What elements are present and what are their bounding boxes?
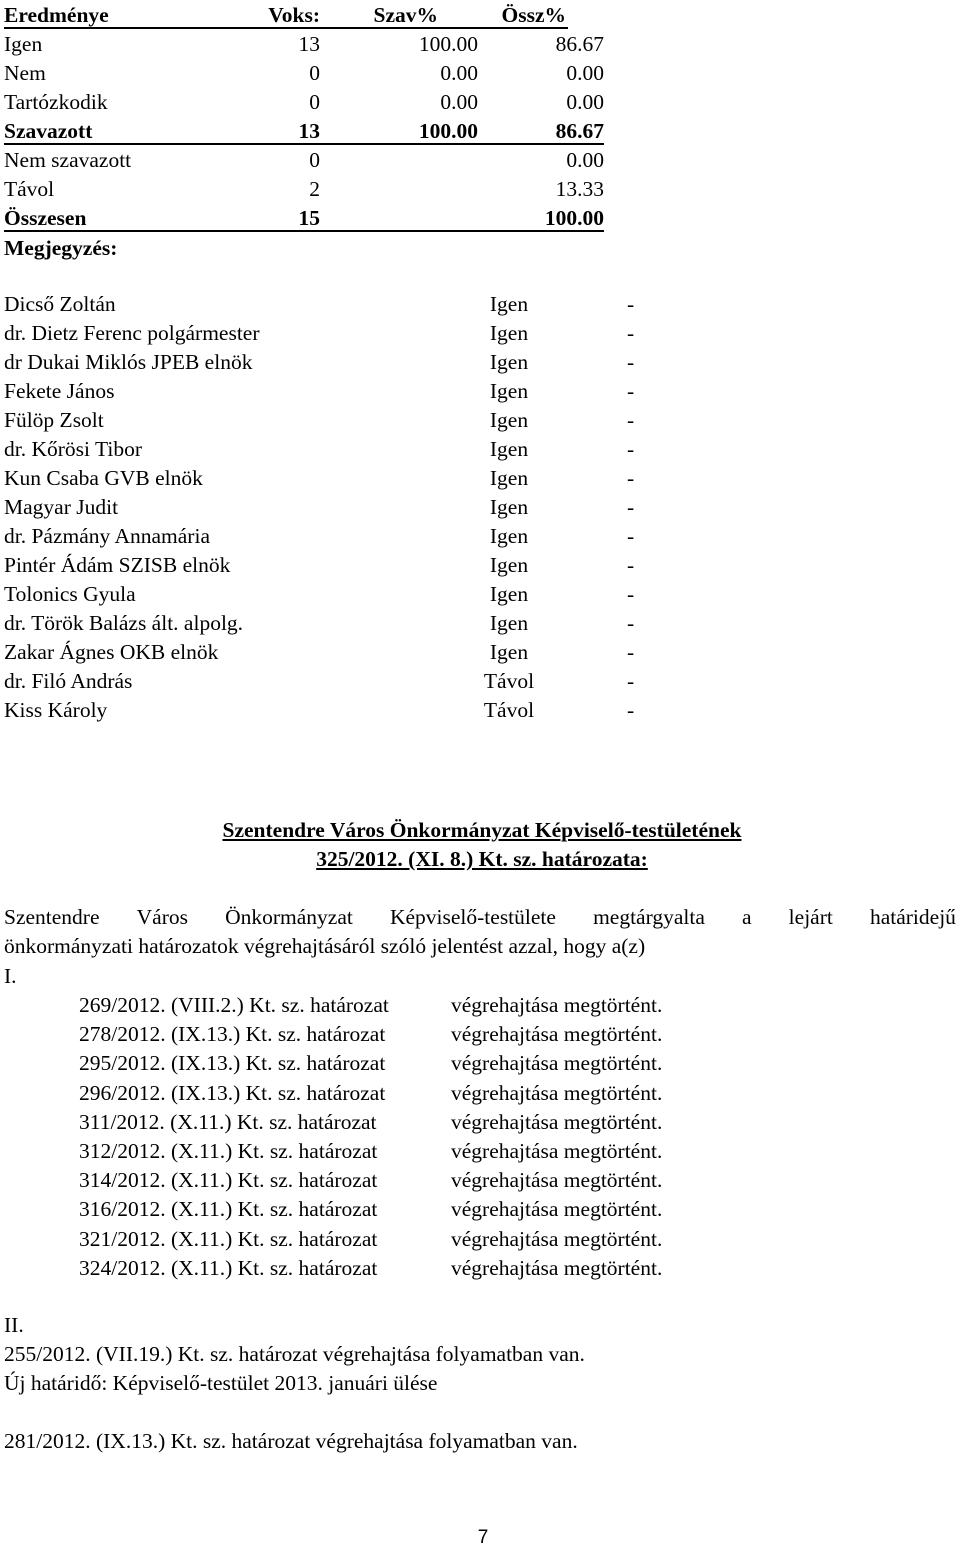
resolution-status: végrehajtása megtörtént.: [451, 1051, 663, 1076]
result-ossz: 0.00: [566, 90, 604, 114]
resolution-title-line1: Szentendre Város Önkormányzat Képviselő-testületének: [222, 818, 742, 842]
result-votes: 13: [298, 32, 320, 56]
member-dash: -: [627, 408, 635, 432]
resolution-title-line2: 325/2012. (XI. 8.) Kt. sz. határozata:: [316, 847, 648, 871]
resolution-status: végrehajtása megtörtént.: [451, 1139, 663, 1163]
result-label: Szavazott: [4, 119, 93, 143]
member-dash: -: [627, 321, 635, 345]
header-ossz: Össz%: [501, 3, 566, 27]
member-vote: Igen: [489, 292, 529, 316]
resolution-status: végrehajtása megtörtént.: [451, 1022, 663, 1047]
member-dash: -: [627, 379, 635, 403]
member-vote: Igen: [489, 553, 529, 577]
result-szav: 0.00: [440, 90, 478, 114]
intro-word: Város: [136, 905, 188, 929]
result-label: Összesen: [4, 206, 87, 230]
header-result: Eredménye: [4, 3, 109, 27]
resolution-status: végrehajtása megtörtént.: [451, 1255, 663, 1280]
intro-word: a: [742, 905, 752, 929]
member-dash: -: [627, 524, 635, 548]
result-ossz: 86.67: [555, 32, 604, 56]
resolution-ref: 295/2012. (IX.13.) Kt. sz. határozat: [79, 1051, 386, 1076]
member-name: dr. Török Balázs ált. alpolg.: [4, 611, 244, 635]
resolution-status: végrehajtása megtörtént.: [451, 993, 663, 1017]
member-dash: -: [627, 640, 635, 664]
resolution-status: végrehajtása megtörtént.: [451, 1168, 663, 1193]
member-name: dr. Filó András: [4, 669, 133, 693]
member-vote: Igen: [489, 466, 529, 490]
result-label: Igen: [4, 32, 43, 56]
member-name: Fekete János: [4, 379, 115, 403]
result-szav: 0.00: [440, 61, 478, 85]
member-vote: Távol: [483, 669, 535, 693]
member-dash: -: [627, 292, 635, 316]
result-label: Nem szavazott: [4, 148, 132, 172]
member-vote: Igen: [489, 379, 529, 403]
row-rule: [4, 143, 604, 145]
member-vote: Igen: [489, 611, 529, 635]
member-dash: -: [627, 698, 635, 722]
member-name: Kiss Károly: [4, 698, 108, 722]
member-vote: Igen: [489, 495, 529, 519]
intro-word: megtárgyalta: [593, 905, 705, 929]
member-name: Pintér Ádám SZISB elnök: [4, 553, 231, 577]
result-ossz: 86.67: [555, 119, 604, 143]
intro-word: határidejű: [869, 905, 956, 929]
member-vote: Igen: [489, 350, 529, 374]
result-ossz: 100.00: [544, 206, 604, 230]
member-dash: -: [627, 611, 635, 635]
member-vote: Igen: [489, 524, 529, 548]
result-votes: 13: [298, 119, 320, 143]
result-label: Nem: [4, 61, 46, 85]
result-votes: 0: [309, 148, 320, 172]
result-szav: 100.00: [418, 32, 478, 56]
member-vote: Távol: [483, 698, 535, 722]
member-name: dr. Kőrösi Tibor: [4, 437, 142, 461]
intro-line-1: [4, 903, 956, 931]
member-dash: -: [627, 669, 635, 693]
resolution-status: végrehajtása megtörtént.: [451, 1226, 663, 1251]
section-2-label: II.: [4, 1313, 24, 1337]
member-vote: Igen: [489, 582, 529, 606]
result-ossz: 13.33: [555, 177, 604, 201]
member-vote: Igen: [489, 437, 529, 461]
member-vote: Igen: [489, 408, 529, 432]
result-szav: 100.00: [418, 119, 478, 143]
member-name: Kun Csaba GVB elnök: [4, 466, 203, 490]
result-label: Távol: [4, 177, 55, 201]
result-votes: 0: [309, 61, 320, 85]
page-number: 7: [477, 1527, 489, 1548]
resolution-ref: 278/2012. (IX.13.) Kt. sz. határozat: [79, 1022, 386, 1047]
result-ossz: 0.00: [566, 61, 604, 85]
intro-word: Önkormányzat: [225, 905, 353, 929]
resolution-ref: 296/2012. (IX.13.) Kt. sz. határozat: [79, 1080, 386, 1105]
resolution-status: végrehajtása megtörtént.: [451, 1109, 663, 1134]
intro-line-2: önkormányzati határozatok végrehajtásáról szóló jelentést azzal, hogy a(z): [4, 934, 646, 958]
member-dash: -: [627, 437, 635, 461]
member-name: Fülöp Zsolt: [4, 408, 104, 432]
resolution-ref: 324/2012. (X.11.) Kt. sz. határozat: [79, 1255, 378, 1280]
resolution-ref: 316/2012. (X.11.) Kt. sz. határozat: [79, 1197, 378, 1222]
intro-word: lejárt: [788, 905, 833, 929]
member-name: Zakar Ágnes OKB elnök: [4, 640, 219, 664]
section-2-line-2: Új határidő: Képviselő-testület 2013. januári ülése: [4, 1371, 438, 1395]
section-2-line-3: 281/2012. (IX.13.) Kt. sz. határozat végrehajtása folyamatban van.: [4, 1429, 578, 1453]
resolution-ref: 312/2012. (X.11.) Kt. sz. határozat: [79, 1139, 378, 1163]
header-votes: Voks:: [268, 3, 320, 27]
resolution-ref: 321/2012. (X.11.) Kt. sz. határozat: [79, 1226, 378, 1251]
result-label: Tartózkodik: [4, 90, 108, 114]
member-dash: -: [627, 582, 635, 606]
member-dash: -: [627, 553, 635, 577]
member-vote: Igen: [489, 321, 529, 345]
note-label: Megjegyzés:: [4, 236, 118, 260]
header-szav: Szav%: [373, 3, 438, 27]
row-rule: [4, 230, 604, 232]
member-name: dr. Dietz Ferenc polgármester: [4, 321, 260, 345]
result-votes: 15: [298, 206, 320, 230]
header-rule: [4, 27, 568, 29]
resolution-ref: 311/2012. (X.11.) Kt. sz. határozat: [79, 1109, 377, 1134]
result-votes: 2: [309, 177, 320, 201]
member-name: Tolonics Gyula: [4, 582, 136, 606]
section-1-label: I.: [4, 964, 17, 988]
member-dash: -: [627, 466, 635, 490]
resolution-status: végrehajtása megtörtént.: [451, 1080, 663, 1105]
resolution-ref: 269/2012. (VIII.2.) Kt. sz. határozat: [79, 993, 389, 1017]
resolution-ref: 314/2012. (X.11.) Kt. sz. határozat: [79, 1168, 378, 1193]
member-name: Dicső Zoltán: [4, 292, 116, 316]
result-votes: 0: [309, 90, 320, 114]
member-name: dr. Pázmány Annamária: [4, 524, 210, 548]
result-ossz: 0.00: [566, 148, 604, 172]
member-vote: Igen: [489, 640, 529, 664]
intro-word: Szentendre: [4, 905, 100, 929]
member-dash: -: [627, 495, 635, 519]
member-dash: -: [627, 350, 635, 374]
member-name: dr Dukai Miklós JPEB elnök: [4, 350, 253, 374]
resolution-status: végrehajtása megtörtént.: [451, 1197, 663, 1222]
intro-word: Képviselő-testülete: [389, 905, 556, 929]
member-name: Magyar Judit: [4, 495, 119, 519]
section-2-line-1: 255/2012. (VII.19.) Kt. sz. határozat végrehajtása folyamatban van.: [4, 1342, 585, 1366]
